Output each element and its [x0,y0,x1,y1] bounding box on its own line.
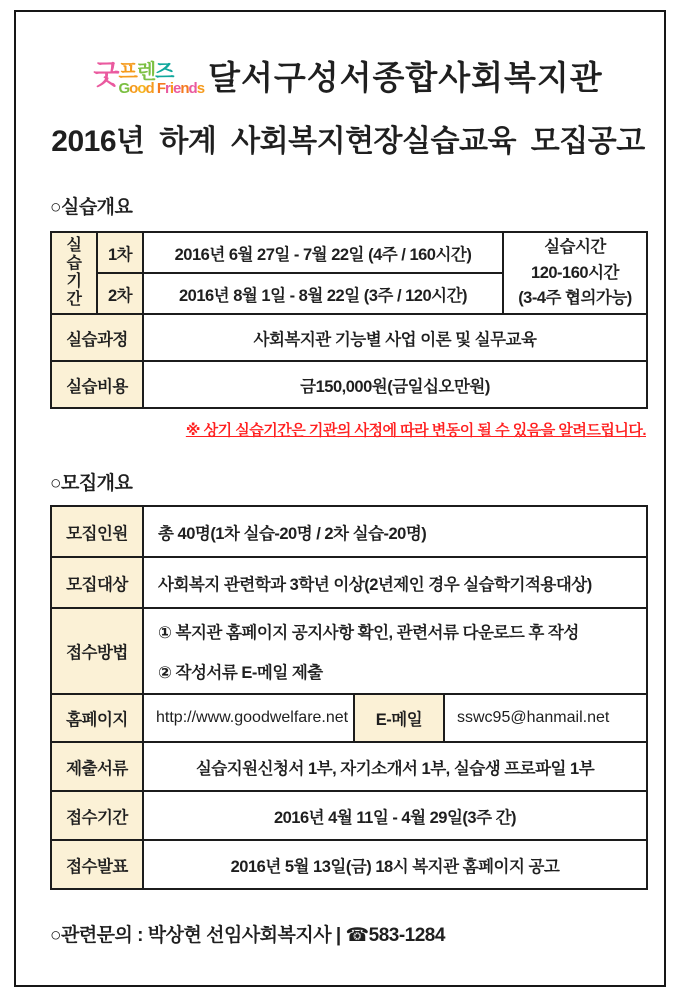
contact-info: ○관련문의 : 박상현 선임사회복지사 | ☎583-1284 [50,925,445,947]
round2-dates: 2016년 8월 1일 - 8월 22일 (3주 / 120시간) [143,273,503,314]
website-label: 홈페이지 [51,694,143,742]
logo-text-stack [118,62,204,96]
round2-label: 2차 [97,273,143,314]
table-row [51,742,647,791]
period-change-note: ※ 상기 실습기간은 기관의 사정에 따라 변동이 될 수 있음을 알려드립니다. [185,422,646,440]
logo-english-line: Good Friends [118,80,205,98]
documents-value: 실습지원신청서 1부, 자기소개서 1부, 실습생 프로파일 1부 [143,742,647,791]
announcement-label: 접수발표 [51,840,143,889]
fee-value: 금150,000원(금일십오만원) [143,361,647,408]
method-label: 접수방법 [51,608,143,694]
capacity-label: 모집인원 [51,506,143,557]
period-char: 실 [66,237,82,255]
table-row [51,361,647,408]
table-row [51,791,647,840]
course-label: 실습과정 [51,314,143,361]
table-row [51,506,647,557]
course-value: 사회복지관 기능별 사업 이론 및 실무교육 [143,314,647,361]
round1-label: 1차 [97,232,143,273]
table-row [51,694,647,742]
practicum-table [50,231,648,409]
table-row [51,314,647,361]
period-char: 습 [66,255,82,273]
email-address: sswc95@hanmail.net [444,694,647,742]
org-name: 달서구성서종합사회복지관 [208,59,603,96]
hours-line: 실습시간 [544,237,606,256]
page-border-frame [14,10,666,987]
hours-line: 120-160시간 [531,263,619,282]
document-content [16,60,664,947]
target-value: 사회복지 관련학과 3학년 이상(2년제인 경우 실습학기적용대상) [143,557,647,608]
method-step-2: ② 작성서류 E-메일 제출 [158,664,323,683]
capacity-value: 총 40명(1차 실습-20명 / 2차 실습-20명) [143,506,647,557]
table-row [51,840,647,889]
target-label: 모집대상 [51,557,143,608]
documents-label: 제출서류 [51,742,143,791]
apply-period-label: 접수기간 [51,791,143,840]
announcement-value: 2016년 5월 13일(금) 18시 복지관 홈페이지 공고 [143,840,647,889]
section-heading-practicum: ○실습개요 [50,197,133,219]
apply-period-value: 2016년 4월 11일 - 4월 29일(3주 간) [143,791,647,840]
practicum-hours-cell [503,232,647,314]
page-title: 2016년 하계 사회복지현장실습교육 모집공고 [51,125,645,159]
method-value [143,608,647,694]
logo-korean-line: 프렌즈 [118,61,174,84]
period-char: 간 [66,291,82,309]
method-step-1: ① 복지관 홈페이지 공지사항 확인, 관련서류 다운로드 후 작성 [158,624,579,643]
period-vertical-label [51,232,97,314]
email-label: E-메일 [354,694,444,742]
table-row [51,608,647,694]
recruitment-table [50,505,648,890]
table-row [51,232,647,273]
hours-line: (3-4주 협의가능) [518,289,632,308]
fee-label: 실습비용 [51,361,143,408]
good-friends-logo [93,62,204,96]
org-header [50,60,646,96]
website-url: http://www.goodwelfare.net [143,694,354,742]
logo-goot-char: 굿 [93,60,119,91]
period-char: 기 [66,273,82,291]
table-row [51,557,647,608]
round1-dates: 2016년 6월 27일 - 7월 22일 (4주 / 160시간) [143,232,503,273]
section-heading-recruitment: ○모집개요 [50,473,133,495]
